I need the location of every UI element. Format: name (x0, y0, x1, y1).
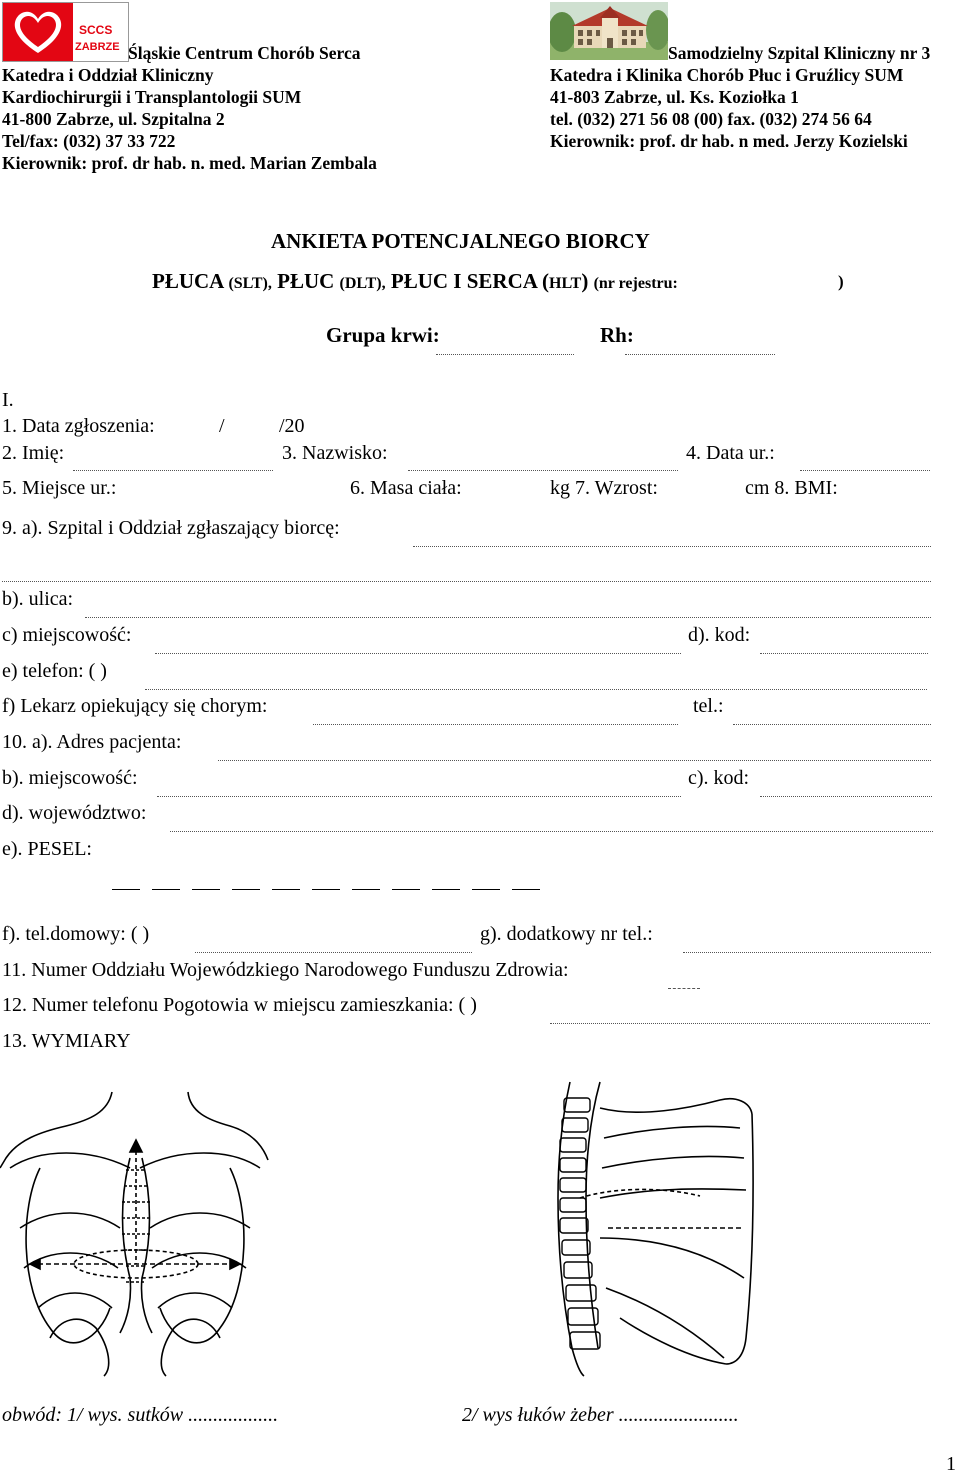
pesel-digit[interactable] (152, 889, 180, 890)
right-header-line-1: Samodzielny Szpital Kliniczny nr 3 (668, 43, 931, 63)
hospital-building-image (550, 2, 668, 60)
birth-date-field[interactable] (800, 470, 930, 471)
right-header-line-3: 41-803 Zabrze, ul. Ks. Koziołka 1 (550, 87, 799, 107)
pesel-field[interactable] (112, 889, 552, 891)
subtitle-close: ) (581, 269, 589, 293)
ambulance-phone-label: 12. Numer telefonu Pogotowia w miejscu zamieszkania: ( ) (2, 994, 477, 1016)
body-mass-label: 6. Masa ciała: (350, 477, 462, 499)
logo-text-zabrze: ZABRZE (75, 41, 120, 53)
registry-number-close: ) (838, 272, 844, 291)
subtitle-slt: (SLT), (228, 275, 272, 292)
pesel-digit[interactable] (312, 889, 340, 890)
subtitle-pluca: PŁUCA (152, 269, 224, 293)
street-field[interactable] (85, 617, 931, 618)
circumference-nipples: obwód: 1/ wys. sutków .................. (2, 1404, 279, 1426)
patient-address-label: 10. a). Adres pacjenta: (2, 731, 182, 753)
birth-place-label: 5. Miejsce ur.: (2, 477, 117, 499)
nfz-branch-field[interactable] (668, 988, 700, 989)
left-header-line-5: Tel/fax: (032) 37 33 722 (2, 131, 176, 151)
last-name-label: 3. Nazwisko: (282, 442, 388, 464)
right-header-line-5: Kierownik: prof. dr hab. n med. Jerzy Kozielski (550, 131, 908, 151)
additional-phone-label: g). dodatkowy nr tel.: (480, 923, 653, 945)
city-label: c) miejscowość: (2, 624, 132, 646)
sccs-logo (2, 2, 129, 62)
last-name-field[interactable] (408, 470, 678, 471)
nfz-branch-label: 11. Numer Oddziału Wojewódzkiego Narodowego Funduszu Zdrowia: (2, 959, 569, 981)
street-label: b). ulica: (2, 588, 74, 610)
pesel-digit[interactable] (192, 889, 220, 890)
postal-code-label: d). kod: (688, 624, 751, 646)
circumference-rib-arches: 2/ wys łuków żeber ........................ (462, 1404, 739, 1426)
form-title: ANKIETA POTENCJALNEGO BIORCY (271, 229, 650, 253)
voivodeship-field[interactable] (170, 831, 933, 832)
measurements-label: 13. WYMIARY (2, 1030, 131, 1052)
home-phone-field[interactable] (195, 952, 472, 953)
rh-label: Rh: (600, 323, 634, 347)
subtitle-dlt: (DLT), (339, 275, 386, 292)
registry-number-label: (nr rejestru: (593, 275, 678, 292)
heart-logo-icon (3, 3, 73, 61)
section-number: I. (2, 389, 14, 411)
bmi-label: cm 8. BMI: (745, 477, 838, 499)
left-header-line-1: Śląskie Centrum Chorób Serca (128, 43, 361, 63)
rh-field[interactable] (625, 354, 775, 355)
building-icon (550, 2, 668, 60)
city-field[interactable] (155, 653, 681, 654)
birth-date-label: 4. Data ur.: (686, 442, 775, 464)
chest-side-diagram (540, 1078, 780, 1378)
hospital-phone-field[interactable] (145, 689, 927, 690)
report-date-label: 1. Data zgłoszenia: (2, 415, 155, 437)
pesel-digit[interactable] (112, 889, 140, 890)
doctor-phone-field[interactable] (733, 724, 931, 725)
logo-text-sccs: SCCS (79, 23, 113, 37)
pesel-digit[interactable] (232, 889, 260, 890)
report-date-sep-2: /20 (279, 415, 305, 437)
pesel-digit[interactable] (392, 889, 420, 890)
form-subtitle (152, 269, 678, 294)
left-header-line-3: Kardiochirurgii i Transplantologii SUM (2, 87, 302, 107)
subtitle-hlt: HLT (549, 275, 582, 292)
left-header-line-4: 41-800 Zabrze, ul. Szpitalna 2 (2, 109, 225, 129)
patient-address-field[interactable] (218, 760, 931, 761)
subtitle-pluc: PŁUC (277, 269, 335, 293)
blood-group-label: Grupa krwi: (326, 323, 440, 347)
voivodeship-label: d). województwo: (2, 802, 147, 824)
pesel-digit[interactable] (352, 889, 380, 890)
report-date-sep-1: / (219, 415, 225, 437)
pesel-digit[interactable] (432, 889, 460, 890)
chest-front-diagram (0, 1088, 270, 1378)
pesel-label: e). PESEL: (2, 838, 92, 860)
patient-postal-code-label: c). kod: (688, 767, 750, 789)
blood-group-field[interactable] (436, 354, 574, 355)
right-header-line-4: tel. (032) 271 56 08 (00) fax. (032) 274 56 64 (550, 109, 872, 129)
pesel-digit[interactable] (512, 889, 540, 890)
referring-hospital-field[interactable] (413, 546, 931, 547)
first-name-field[interactable] (73, 470, 273, 471)
patient-postal-code-field[interactable] (760, 796, 932, 797)
additional-phone-field[interactable] (683, 952, 931, 953)
ambulance-phone-field[interactable] (550, 1023, 930, 1024)
attending-doctor-label: f) Lekarz opiekujący się chorym: (2, 695, 268, 717)
first-name-label: 2. Imię: (2, 442, 65, 464)
pesel-digit[interactable] (472, 889, 500, 890)
referring-hospital-field-2[interactable] (2, 581, 931, 582)
height-label: kg 7. Wzrost: (550, 477, 658, 499)
hospital-phone-label: e) telefon: ( ) (2, 660, 107, 682)
doctor-phone-label: tel.: (693, 695, 724, 717)
home-phone-label: f). tel.domowy: ( ) (2, 923, 150, 945)
left-header-line-6: Kierownik: prof. dr hab. n. med. Marian Zembala (2, 153, 377, 173)
pesel-digit[interactable] (272, 889, 300, 890)
right-header-line-2: Katedra i Klinika Chorób Płuc i Gruźlicy SUM (550, 65, 904, 85)
page-number: 1 (946, 1453, 956, 1475)
postal-code-field[interactable] (760, 653, 928, 654)
subtitle-pluc-i-serca: PŁUC I SERCA ( (390, 269, 549, 293)
patient-city-field[interactable] (157, 796, 681, 797)
patient-city-label: b). miejscowość: (2, 767, 138, 789)
referring-hospital-label: 9. a). Szpital i Oddział zgłaszający biorcę: (2, 517, 340, 539)
attending-doctor-field[interactable] (313, 724, 678, 725)
left-header-line-2: Katedra i Oddział Kliniczny (2, 65, 214, 85)
